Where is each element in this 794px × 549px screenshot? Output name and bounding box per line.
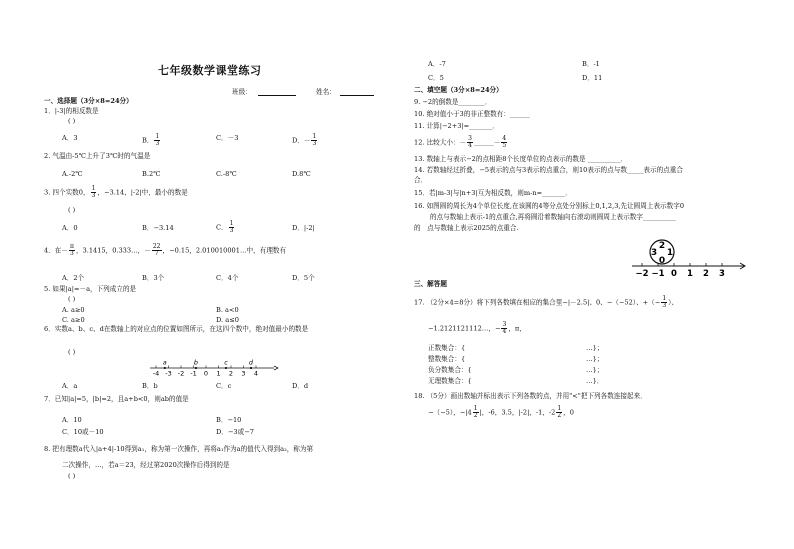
q7-stem: 7．已知|a|=5，|b|=2，且a+b<0，则ab的值是 (44, 395, 189, 403)
q10[interactable]: 10. 绝对值小于3的非正整数有：______ (414, 110, 530, 118)
q6-stem: 6．实数a、b、c、d在数轴上的对应点的位置如图所示，在这四个数中，绝对值最小的数是 (44, 325, 309, 333)
set-positive[interactable]: 正数集合：{ (428, 344, 466, 352)
q7-option-a[interactable]: A．10 (62, 416, 82, 424)
set-negative-fraction-end: …}； (586, 366, 604, 374)
q16-circle-number-line (630, 232, 750, 278)
q17-line2: −1.2121121112…，− $\frac{3}{4}$ ，π， (428, 321, 526, 335)
q2-option-d[interactable]: D.8℃ (292, 170, 311, 178)
q8-line1: 8. 把有理数a代入|a+4|-10得到a₁，称为第一次操作，再将a₁作为a的值代入得到a₂，称为第 (44, 445, 314, 453)
q6-tick-label: 0 (203, 369, 209, 378)
q6-point-label-c: c (224, 358, 228, 367)
q16-tick-label: −1 (651, 269, 665, 279)
q3-answer[interactable]: ( ) (68, 206, 76, 214)
q6-point-d (250, 367, 252, 369)
q9[interactable]: 9. −2的倒数是________． (414, 98, 492, 106)
q13[interactable]: 13. 数轴上与表示−2的点相距8个长度单位的点表示的数是 __________． (414, 155, 628, 163)
set-integer-end: …}； (586, 355, 604, 363)
q18-stem: 18. （5分）画出数轴并标出表示下列各数的点，并用"<"把下列各数连接起来． (414, 392, 647, 400)
q12[interactable]: 12. 比较大小：－ $\frac{3}{4}$ ______－ $\frac{4}{5}$ (414, 135, 507, 149)
q8-option-b[interactable]: B．-1 (582, 60, 600, 68)
class-label: 班级： (232, 88, 252, 96)
q6-point-label-b: b (193, 358, 199, 367)
q1-stem: 1．|-3|的相反数是 (44, 107, 99, 115)
q6-tick-label: -1 (190, 369, 197, 378)
q16-tick-label: 2 (703, 269, 709, 279)
q18-numbers: −（−5），−|4 $\frac{1}{2}$ |，-6，3.5，|-2|，-1，-2 $\frac{1}{2}$ ，0 (428, 405, 574, 419)
q2-option-b[interactable]: B.2℃ (142, 170, 161, 178)
q5-stem: 5. 如果|a|=－a，下列成立的是 (44, 285, 137, 293)
q1-option-b[interactable]: B． $\frac{1}{3}$ (142, 133, 160, 147)
name-label: 姓名： (316, 88, 336, 96)
q6-option-a[interactable]: A．a (62, 382, 78, 390)
q6-point-a (164, 367, 166, 369)
q6-tick-label: -4 (152, 369, 160, 378)
q6-option-b[interactable]: B．b (142, 382, 158, 390)
q6-option-d[interactable]: D．d (292, 382, 309, 390)
q16-line1: 16. 如图圆的周长为4个单位长度,在该圆的4等分点处分别标上0,1,2,3,先让圆周上表示数字0 (414, 202, 685, 210)
q16-circle-label-bottom: 0 (658, 256, 666, 266)
q16-tick-label: −2 (635, 269, 649, 279)
q3-option-d[interactable]: D．|-2| (292, 224, 315, 232)
q7-option-b[interactable]: B．−10 (216, 416, 242, 424)
q11[interactable]: 11. 计算|−2+3|=_______． (414, 122, 499, 130)
q6-point-label-d: d (248, 358, 254, 367)
q4-option-b[interactable]: B．3个 (142, 274, 165, 282)
set-positive-end: …}； (586, 344, 604, 352)
q15[interactable]: 15．若|m-3|与|n+3|互为相反数，则m-n=_______． (414, 189, 572, 197)
q5-option-b[interactable]: B. a<0 (216, 306, 239, 314)
section-choice-title: 一、选择题（3分×8=24分） (44, 97, 133, 105)
name-blank[interactable] (340, 88, 374, 98)
q5-option-d[interactable]: D. a≤0 (216, 316, 239, 324)
q8-option-c[interactable]: C．5 (428, 74, 444, 82)
q6-tick-label: -3 (165, 369, 172, 378)
q2-stem: 2. 气温由-5℃上升了3℃时的气温是 (44, 152, 151, 160)
q8-line2: 二次操作，…，若a＝23，经过第2020次操作后得到的是 (62, 461, 230, 469)
q6-option-c[interactable]: C．c (216, 382, 232, 390)
q1-option-a[interactable]: A．3 (62, 134, 78, 142)
q5-option-a[interactable]: A. a≥0 (62, 306, 85, 314)
page-title: 七年级数学课堂练习 (158, 64, 262, 77)
q16-tick-label: 3 (719, 269, 725, 279)
class-blank[interactable] (258, 88, 296, 98)
q6-tick-label: 1 (216, 369, 221, 378)
q16-circle-label-right: 1 (666, 248, 674, 258)
set-irrational-end: …}． (586, 377, 604, 385)
q16-tick-label: 0 (671, 269, 677, 279)
q2-option-a[interactable]: A.-2℃ (62, 170, 83, 178)
q6-point-label-a: a (162, 358, 167, 367)
q6-number-line (150, 354, 280, 378)
q3-stem: 3. 四个实数0， $\frac{1}{3}$ ，−3.14，|-2|中，最小的数是 (44, 185, 188, 199)
q6-point-b (195, 367, 197, 369)
q3-option-c[interactable]: C． $\frac{1}{3}$ (216, 220, 234, 234)
q6-tick-label: 3 (241, 369, 246, 378)
q4-option-d[interactable]: D．5个 (292, 274, 315, 282)
q8-option-a[interactable]: A．-7 (428, 60, 446, 68)
q7-option-c[interactable]: C．10或－10 (62, 428, 104, 436)
q3-option-b[interactable]: B．−3.14 (142, 224, 174, 232)
q3-option-a[interactable]: A．0 (62, 224, 78, 232)
q4-option-c[interactable]: C．4个 (216, 274, 239, 282)
q4-stem: 4．在－ $\frac{\pi}{3}$ ，3.1415，0.333…，－ $\frac{22}{7}$ ，−0.15，2.010010001…中，有理数有 (44, 243, 287, 257)
q8-option-d[interactable]: D．11 (582, 74, 603, 82)
q16-circle-label-left: 3 (650, 248, 658, 258)
section-fill-title: 二、填空题（3分×8=24分） (414, 86, 503, 94)
q17-stem: 17. （2分×4=8分）将下列各数填在相应的集合里−|－2.5|、0、−（−52）、+（− $\frac{1}{3}$ ）、 (414, 295, 679, 309)
q1-answer[interactable]: ( ) (68, 117, 76, 125)
q14-line1[interactable]: 14. 若数轴经过折叠，−5表示的点与3表示的点重合，则10表示的点与数_____表示的点重合 (414, 166, 683, 174)
q6-answer[interactable]: ( ) (68, 348, 76, 356)
set-integer[interactable]: 整数集合：{ (428, 355, 466, 363)
q16-circle-label-top: 2 (658, 241, 666, 251)
q16-line3: 的 点与数轴上表示2025的点重合. (414, 224, 519, 232)
q5-option-c[interactable]: C. a≥0 (62, 316, 85, 324)
q6-tick-label: 4 (253, 369, 259, 378)
q1-option-d[interactable]: D．－ $\frac{1}{3}$ (292, 133, 317, 147)
q1-option-c[interactable]: C．－3 (216, 134, 239, 142)
q6-point-c (225, 367, 227, 369)
q6-tick-label: 2 (228, 369, 234, 378)
q14-line2: 合． (414, 176, 428, 184)
set-irrational[interactable]: 无理数集合：{ (428, 377, 472, 385)
q6-tick-label: -2 (177, 369, 185, 378)
q16-tick-label: 1 (687, 269, 693, 279)
set-negative-fraction[interactable]: 负分数集合：{ (428, 366, 472, 374)
section-answer-title: 三、解答题 (414, 280, 447, 288)
q8-answer[interactable]: ( ) (68, 472, 76, 480)
q7-option-d[interactable]: D．−3或−7 (216, 428, 254, 436)
q16-line2[interactable]: 的点与数轴上表示-1的点重合,再将圆沿着数轴向右滚动则圆周上表示数字__________ (430, 213, 676, 221)
q6-axis-arrow (274, 366, 278, 370)
q4-option-a[interactable]: A．2个 (62, 274, 85, 282)
q2-option-c[interactable]: C.-8℃ (216, 170, 237, 178)
q5-answer[interactable]: ( ) (68, 295, 76, 303)
